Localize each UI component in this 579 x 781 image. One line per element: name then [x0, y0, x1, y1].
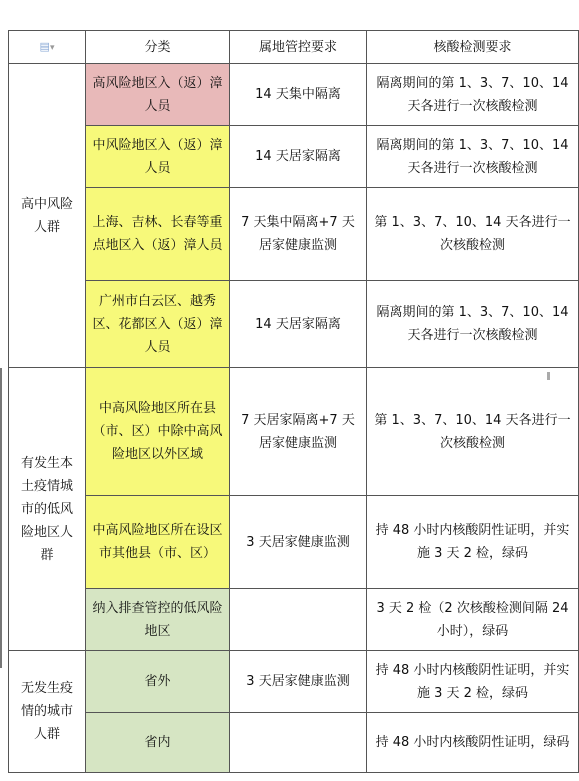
group-label: 高中风险人群 [9, 64, 86, 368]
test-cell: 第 1、3、7、10、14 天各进行一次核酸检测 [367, 188, 579, 281]
table-header-row [9, 31, 579, 64]
category-cell: 上海、吉林、长春等重点地区入（返）漳人员 [86, 188, 230, 281]
control-cell: 3 天居家健康监测 [230, 651, 367, 713]
category-cell: 中高风险地区所在县（市、区）中除中高风险地区以外区域 [86, 368, 230, 496]
category-cell: 广州市白云区、越秀区、花都区入（返）漳人员 [86, 281, 230, 368]
test-cell: 隔离期间的第 1、3、7、10、14 天各进行一次核酸检测 [367, 126, 579, 188]
chevron-down-icon[interactable]: ▾ [49, 42, 55, 53]
category-cell: 省外 [86, 651, 230, 713]
table-row [9, 281, 579, 368]
control-cell [230, 589, 367, 651]
control-cell: 14 天居家隔离 [230, 126, 367, 188]
header-category: 分类 [86, 31, 230, 64]
table-row [9, 64, 579, 126]
category-cell: 省内 [86, 713, 230, 773]
table-row [9, 496, 579, 589]
test-cell: 第 1、3、7、10、14 天各进行一次核酸检测 [367, 368, 579, 496]
test-cell: 持 48 小时内核酸阴性证明，并实施 3 天 2 检，绿码 [367, 651, 579, 713]
table-row [9, 713, 579, 773]
category-cell: 高风险地区入（返）漳人员 [86, 64, 230, 126]
table-row [9, 651, 579, 713]
control-cell: 14 天居家隔离 [230, 281, 367, 368]
group-label: 有发生本土疫情城市的低风险地区人群 [9, 368, 86, 651]
table-row [9, 126, 579, 188]
test-cell: 持 48 小时内核酸阴性证明，绿码 [367, 713, 579, 773]
control-cell: 7 天居家隔离+7 天居家健康监测 [230, 368, 367, 496]
table-row [9, 188, 579, 281]
table-row [9, 589, 579, 651]
control-cell [230, 713, 367, 773]
group-label: 无发生疫情的城市人群 [9, 651, 86, 773]
document-icon[interactable]: ▤ [39, 39, 50, 53]
header-icon-cell[interactable] [9, 31, 86, 64]
category-cell: 中风险地区入（返）漳人员 [86, 126, 230, 188]
policy-table [8, 30, 579, 773]
test-cell: 持 48 小时内核酸阴性证明，并实施 3 天 2 检，绿码 [367, 496, 579, 589]
test-cell: 3 天 2 检（2 次核酸检测间隔 24 小时），绿码 [367, 589, 579, 651]
category-cell: 纳入排查管控的低风险地区 [86, 589, 230, 651]
table-row [9, 368, 579, 496]
control-cell: 3 天居家健康监测 [230, 496, 367, 589]
test-cell: 隔离期间的第 1、3、7、10、14 天各进行一次核酸检测 [367, 64, 579, 126]
test-cell: 隔离期间的第 1、3、7、10、14 天各进行一次核酸检测 [367, 281, 579, 368]
header-test: 核酸检测要求 [367, 31, 579, 64]
page-edge-line [0, 368, 2, 668]
control-cell: 14 天集中隔离 [230, 64, 367, 126]
control-cell: 7 天集中隔离+7 天居家健康监测 [230, 188, 367, 281]
header-control: 属地管控要求 [230, 31, 367, 64]
category-cell: 中高风险地区所在设区市其他县（市、区） [86, 496, 230, 589]
